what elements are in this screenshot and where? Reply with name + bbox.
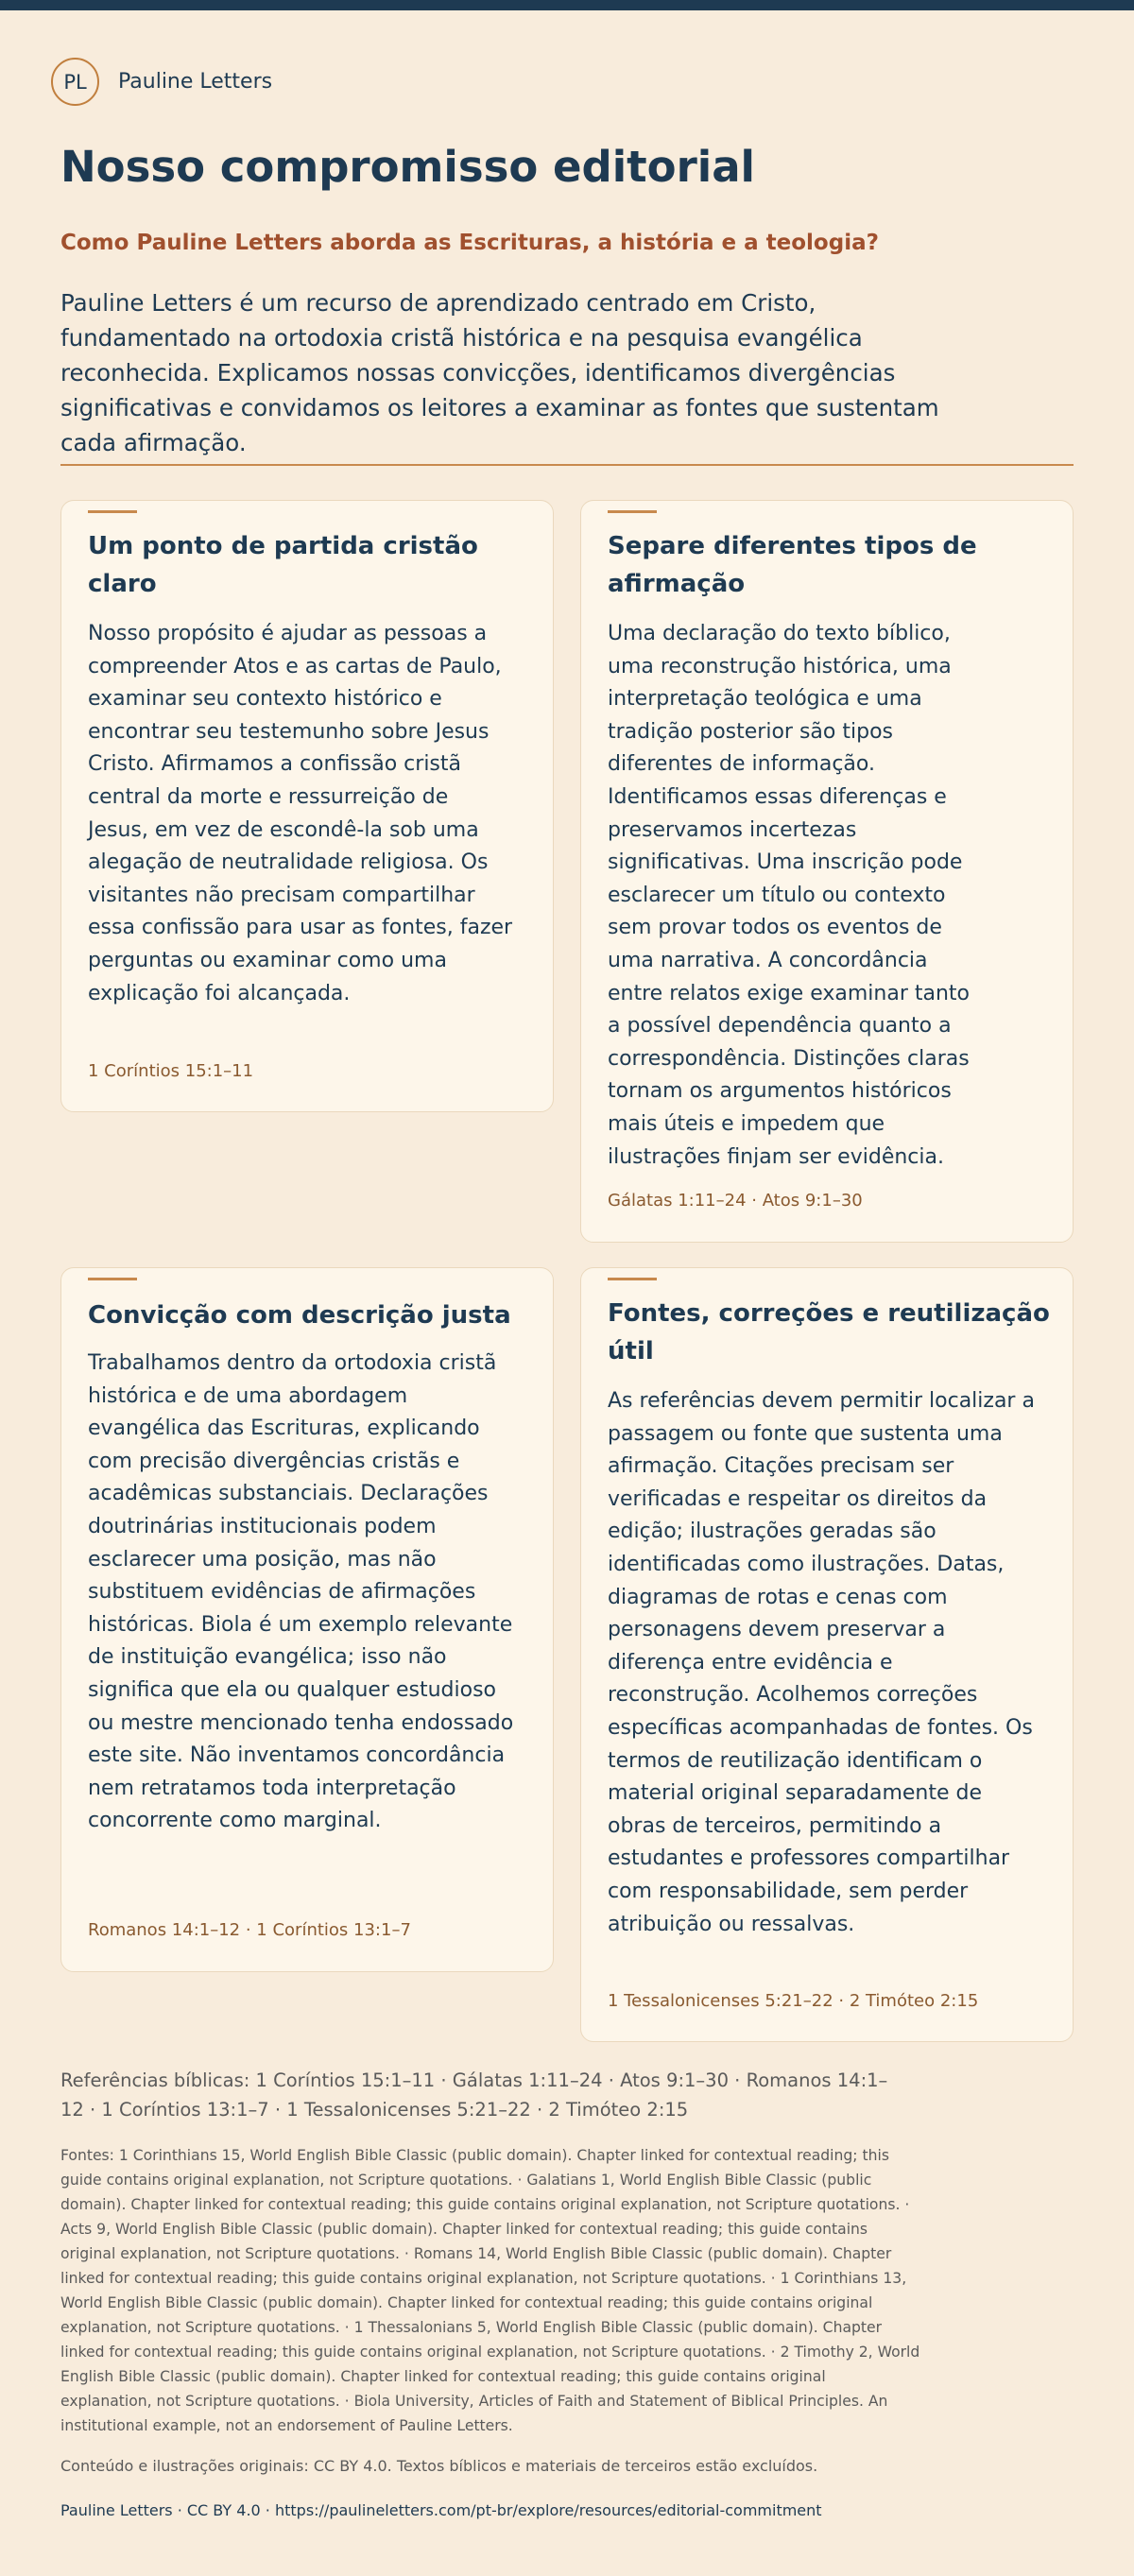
card-accent [608,510,657,513]
footer-url-link[interactable]: https://paulineletters.com/pt-br/explore/resources/editorial-commitment [274,2501,822,2519]
page-title: Nosso compromisso editorial [60,142,755,192]
commitment-card [60,1267,554,1972]
commitment-card [60,500,554,1112]
divider [60,464,1074,466]
card-references: Gálatas 1:11–24 · Atos 9:1–30 [608,1191,863,1211]
commitment-card [580,500,1074,1243]
card-body: Trabalhamos dentro da ortodoxia cristã histórica e de uma abordagem evangélica das Escrituras, explicando com precisão divergências cristãs e acadêmicas substanciais. Declarações doutrinárias institucionais podem esclarecer uma posição, mas não substituem evidências de afirmações históricas. Biola é um exemplo relevante de instituição evangélica; isso não significa que ela ou qualquer estudioso ou mestre mencionado tenha endossado este site. Não inventamos concordância nem retratamos toda interpretação concorrente como marginal. [88,1351,514,1833]
brand[interactable] [51,58,272,106]
sources-note: Fontes: 1 Corinthians 15, World English Bible Classic (public domain). Chapter linked for contextual reading; this guide contains original explanation, not Scripture quotations. · Galatians 1, World English Bible Classic (public domain). Chapter linked for contextual reading; this guide contains original explanation, not Scripture quotations. · Acts 9, World English Bible Classic (public domain). Chapter linked for contextual reading; this guide contains original explanation, not Scripture quotations. · Romans 14, World English Bible Classic (public domain). Chapter linked for contextual reading; this guide contains original explanation, not Scripture quotations. · 1 Corinthians 13, World English Bible Classic (public domain). Chapter linked for contextual reading; this guide contains original explanation, not Scripture quotations. · 1 Thessalonians 5, World English Bible Classic (public domain). Chapter linked for contextual reading; this guide contains original explanation, not Scripture quotations. · 2 Timothy 2, World English Bible Classic (public domain). Chapter linked for contextual reading; this guide contains original explanation, not Scripture quotations. · Biola University, Articles of Faith and Statement of Biblical Principles. An institutional example, not an endorsement of Pauline Letters. [60,2147,920,2434]
card-references: 1 Coríntios 15:1–11 [88,1061,254,1081]
card-references: 1 Tessalonicenses 5:21–22 · 2 Timóteo 2:15 [608,1991,979,2011]
footer-prefix: Pauline Letters · CC BY 4.0 · [60,2501,275,2519]
card-accent [608,1278,657,1280]
page-subtitle: Como Pauline Letters aborda as Escrituras, a história e a teologia? [60,231,879,255]
license-note: Conteúdo e ilustrações originais: CC BY 4.0. Textos bíblicos e materiais de terceiros estão excluídos. [60,2457,818,2475]
card-title: Convicção com descrição justa [88,1301,511,1330]
card-title: Fontes, correções e reutilização útil [608,1299,1050,1365]
card-body: Nosso propósito é ajudar as pessoas a compreender Atos e as cartas de Paulo, examinar seu contexto histórico e encontrar seu testemunho sobre Jesus Cristo. Afirmamos a confissão cristã central da morte e ressurreição de Jesus, em vez de escondê-la sob uma alegação de neutralidade religiosa. Os visitantes não precisam compartilhar essa confissão para usar as fontes, fazer perguntas ou examinar como uma explicação foi alcançada. [88,622,513,1005]
card-body: Uma declaração do texto bíblico, uma reconstrução histórica, uma interpretação teológica e uma tradição posterior são tipos diferentes de informação. Identificamos essas diferenças e preservamos incertezas significativas. Uma inscrição pode esclarecer um título ou contexto sem provar todos os eventos de uma narrativa. A concordância entre relatos exige examinar tanto a possível dependência quanto a correspondência. Distinções claras tornam os argumentos históricos mais úteis e impedem que ilustrações finjam ser evidência. [608,622,970,1169]
card-accent [88,1278,137,1280]
bible-references: Referências bíblicas: 1 Coríntios 15:1–11 · Gálatas 1:11–24 · Atos 9:1–30 · Romanos 14:1–12 · 1 Coríntios 13:1–7 · 1 Tessalonicenses 5:21–22 · 2 Timóteo 2:15 [60,2069,888,2121]
brand-name: Pauline Letters [118,70,273,94]
card-body: As referências devem permitir localizar a passagem ou fonte que sustenta uma afirmação. Citações precisam ser verificadas e respeitar os direitos da edição; ilustrações geradas são identificadas como ilustrações. Datas, diagramas de rotas e cenas com personagens devem preservar a diferença entre evidência e reconstrução. Acolhemos correções específicas acompanhadas de fontes. Os termos de reutilização identificam o material original separadamente de obras de terceiros, permitindo a estudantes e professores compartilhar com responsabilidade, sem perder atribuição ou ressalvas. [608,1389,1035,1936]
top-bar [0,0,1134,10]
card-title: Um ponto de partida cristão claro [88,532,478,598]
page-intro: Pauline Letters é um recurso de aprendizado centrado em Cristo, fundamentado na ortodoxia cristã histórica e na pesquisa evangélica reconhecida. Explicamos nossas convicções, identificamos divergências significativas e convidamos os leitores a examinar as fontes que sustentam cada afirmação. [60,289,939,456]
commitment-card [580,1267,1074,2042]
card-title: Separe diferentes tipos de afirmação [608,532,977,598]
card-references: Romanos 14:1–12 · 1 Coríntios 13:1–7 [88,1920,411,1940]
brand-logo: PL [51,58,99,106]
footer [60,2501,822,2519]
card-accent [88,510,137,513]
